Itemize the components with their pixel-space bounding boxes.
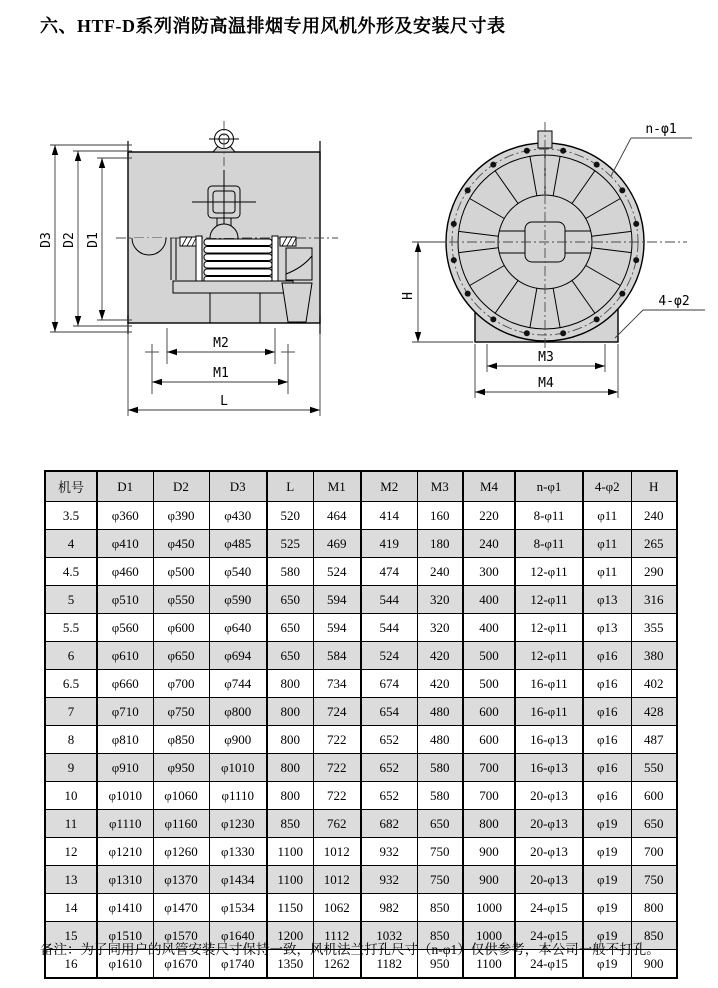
table-cell: φ16 [583, 782, 631, 810]
table-cell: 544 [361, 586, 417, 614]
table-cell: 320 [417, 614, 463, 642]
table-cell: 15 [45, 922, 97, 950]
table-cell: φ19 [583, 950, 631, 979]
table-cell: 850 [417, 894, 463, 922]
dim-label-m2: M2 [213, 336, 229, 351]
bolt-hole-dot [594, 162, 600, 168]
table-cell: 594 [313, 614, 361, 642]
table-cell: 12-φ11 [515, 642, 583, 670]
table-cell: 180 [417, 530, 463, 558]
table-cell: 800 [267, 670, 313, 698]
bolt-hole-dot [633, 221, 639, 227]
table-cell: φ19 [583, 838, 631, 866]
table-cell: φ16 [583, 670, 631, 698]
base-hole-callout [615, 294, 705, 338]
dim-label-d1: D1 [86, 232, 101, 248]
table-cell: 380 [631, 642, 677, 670]
table-cell: 550 [631, 754, 677, 782]
dim-label-m3: M3 [538, 350, 554, 365]
column-header: D1 [97, 471, 153, 502]
table-cell: 5 [45, 586, 97, 614]
table-cell: 13 [45, 866, 97, 894]
table-cell: φ13 [583, 614, 631, 642]
table-cell: φ850 [153, 726, 209, 754]
table-cell: φ800 [209, 698, 267, 726]
table-cell: 300 [463, 558, 515, 586]
table-cell: 24-φ15 [515, 922, 583, 950]
table-cell: 265 [631, 530, 677, 558]
table-cell: 800 [463, 810, 515, 838]
table-cell: 1100 [267, 838, 313, 866]
table-cell: 220 [463, 502, 515, 530]
table-cell: 932 [361, 866, 417, 894]
table-cell: 420 [417, 642, 463, 670]
table-cell: φ13 [583, 586, 631, 614]
table-cell: 400 [463, 614, 515, 642]
column-header: D3 [209, 471, 267, 502]
table-cell: 400 [463, 586, 515, 614]
table-cell: 402 [631, 670, 677, 698]
bolt-hole-dot [524, 330, 530, 336]
table-cell: 469 [313, 530, 361, 558]
bolt-hole-dot [465, 187, 471, 193]
table-cell: 722 [313, 726, 361, 754]
table-cell: 900 [463, 838, 515, 866]
table-cell: 24-φ15 [515, 950, 583, 979]
table-cell: 12-φ11 [515, 558, 583, 586]
table-cell: φ410 [97, 530, 153, 558]
table-cell: 20-φ13 [515, 838, 583, 866]
table-cell: 520 [267, 502, 313, 530]
table-cell: 1112 [313, 922, 361, 950]
table-cell: 722 [313, 782, 361, 810]
column-header: M4 [463, 471, 515, 502]
table-cell: 1262 [313, 950, 361, 979]
table-cell: 584 [313, 642, 361, 670]
table-cell: 750 [417, 838, 463, 866]
table-cell: φ1110 [209, 782, 267, 810]
table-cell: 8-φ11 [515, 530, 583, 558]
table-cell: 487 [631, 726, 677, 754]
table-cell: φ694 [209, 642, 267, 670]
table-cell: φ19 [583, 810, 631, 838]
bolt-hole-dot [619, 291, 625, 297]
table-cell: φ11 [583, 530, 631, 558]
table-cell: φ1740 [209, 950, 267, 979]
table-cell: 3.5 [45, 502, 97, 530]
table-cell: 5.5 [45, 614, 97, 642]
table-cell: φ16 [583, 754, 631, 782]
table-cell: 1012 [313, 866, 361, 894]
table-cell: 355 [631, 614, 677, 642]
table-row [45, 894, 677, 922]
table-cell: φ500 [153, 558, 209, 586]
table-cell: 16-φ11 [515, 698, 583, 726]
table-cell: 428 [631, 698, 677, 726]
mount-hatch-left [180, 237, 196, 246]
side-view-diagram [30, 108, 370, 428]
table-cell: 16-φ11 [515, 670, 583, 698]
table-cell: φ900 [209, 726, 267, 754]
table-cell: φ1510 [97, 922, 153, 950]
table-row [45, 530, 677, 558]
table-cell: 654 [361, 698, 417, 726]
table-cell: 800 [267, 726, 313, 754]
table-cell: 6 [45, 642, 97, 670]
table-cell: 9 [45, 754, 97, 782]
dim-label-m1: M1 [213, 366, 229, 381]
table-body [45, 502, 677, 979]
table-cell: φ660 [97, 670, 153, 698]
table-cell: φ16 [583, 726, 631, 754]
table-cell: φ610 [97, 642, 153, 670]
table-cell: 1200 [267, 922, 313, 950]
table-cell: φ1610 [97, 950, 153, 979]
bolt-hole-dot [594, 316, 600, 322]
bolt-hole-dot [451, 221, 457, 227]
table-cell: φ1570 [153, 922, 209, 950]
footnote: 备注：为了同用户的风管安装尺寸保持一致，风机法兰打孔尺寸（n-φ1）仅供参考，本公司一般不打孔。 [40, 942, 660, 957]
table-cell: 800 [267, 698, 313, 726]
table-cell: 20-φ13 [515, 866, 583, 894]
table-cell: φ485 [209, 530, 267, 558]
table-cell: 734 [313, 670, 361, 698]
table-cell: φ560 [97, 614, 153, 642]
table-cell: 1000 [463, 894, 515, 922]
bolt-hole-dot [560, 148, 566, 154]
table-cell: φ1470 [153, 894, 209, 922]
table-cell: φ450 [153, 530, 209, 558]
table-cell: 4.5 [45, 558, 97, 586]
table-cell: 20-φ13 [515, 782, 583, 810]
table-cell: 480 [417, 726, 463, 754]
table-cell: φ1260 [153, 838, 209, 866]
column-header: M3 [417, 471, 463, 502]
table-cell: 500 [463, 670, 515, 698]
table-cell: 525 [267, 530, 313, 558]
table-cell: 800 [631, 894, 677, 922]
table-cell: 1062 [313, 894, 361, 922]
table-row [45, 866, 677, 894]
table-cell: φ810 [97, 726, 153, 754]
table-row [45, 754, 677, 782]
dim-label-l: L [220, 394, 228, 409]
table-cell: φ510 [97, 586, 153, 614]
table-cell: 600 [631, 782, 677, 810]
table-cell: φ19 [583, 866, 631, 894]
table-cell: 722 [313, 754, 361, 782]
table-cell: φ16 [583, 698, 631, 726]
bolt-callout [611, 122, 692, 176]
table-cell: φ950 [153, 754, 209, 782]
table-cell: 652 [361, 726, 417, 754]
table-cell: 16 [45, 950, 97, 979]
table-cell: φ460 [97, 558, 153, 586]
table-cell: 850 [267, 810, 313, 838]
table-cell: φ16 [583, 642, 631, 670]
table-cell: 900 [463, 866, 515, 894]
table-cell: 474 [361, 558, 417, 586]
column-header: H [631, 471, 677, 502]
table-cell: 320 [417, 586, 463, 614]
table-cell: φ700 [153, 670, 209, 698]
table-cell: 762 [313, 810, 361, 838]
table-cell: 240 [463, 530, 515, 558]
table-cell: φ1010 [97, 782, 153, 810]
table-cell: 700 [631, 838, 677, 866]
table-cell: φ19 [583, 922, 631, 950]
table-cell: 724 [313, 698, 361, 726]
table-cell: 414 [361, 502, 417, 530]
table-row [45, 810, 677, 838]
bolt-hole-dot [490, 316, 496, 322]
table-cell: 674 [361, 670, 417, 698]
table-cell: φ1060 [153, 782, 209, 810]
table-cell: 8 [45, 726, 97, 754]
table-cell: φ1010 [209, 754, 267, 782]
bolt-hole-dot [560, 330, 566, 336]
table-cell: 10 [45, 782, 97, 810]
table-cell: φ1160 [153, 810, 209, 838]
table-row [45, 698, 677, 726]
base-dimensions [475, 344, 618, 398]
table-cell: 16-φ13 [515, 754, 583, 782]
table-cell: φ750 [153, 698, 209, 726]
column-header: D2 [153, 471, 209, 502]
table-row [45, 558, 677, 586]
column-header: M2 [361, 471, 417, 502]
table-cell: 524 [313, 558, 361, 586]
table-cell: φ430 [209, 502, 267, 530]
table-cell: 900 [631, 950, 677, 979]
table-cell: 750 [631, 866, 677, 894]
table-cell: 14 [45, 894, 97, 922]
table-cell: φ11 [583, 502, 631, 530]
table-cell: 12-φ11 [515, 614, 583, 642]
table-cell: 1182 [361, 950, 417, 979]
table-cell: 4 [45, 530, 97, 558]
table-cell: 850 [631, 922, 677, 950]
column-header: 机号 [45, 471, 97, 502]
table-cell: 650 [631, 810, 677, 838]
table-cell: φ910 [97, 754, 153, 782]
table-cell: 982 [361, 894, 417, 922]
table-row [45, 502, 677, 530]
table-cell: φ640 [209, 614, 267, 642]
table-cell: 580 [417, 754, 463, 782]
table-cell: 700 [463, 782, 515, 810]
table-cell: φ650 [153, 642, 209, 670]
dimension-table [44, 470, 678, 979]
bolt-hole-dot [451, 257, 457, 263]
table-cell: 600 [463, 698, 515, 726]
table-cell: 850 [417, 922, 463, 950]
table-cell: 240 [631, 502, 677, 530]
page-title: 六、HTF-D系列消防高温排烟专用风机外形及安装尺寸表 [40, 16, 506, 36]
bolt-hole-dot [490, 162, 496, 168]
column-header: M1 [313, 471, 361, 502]
table-cell: φ1230 [209, 810, 267, 838]
table-cell: 750 [417, 866, 463, 894]
table-cell: φ710 [97, 698, 153, 726]
table-row [45, 586, 677, 614]
table-cell: 1012 [313, 838, 361, 866]
column-header: n-φ1 [515, 471, 583, 502]
table-cell: 24-φ15 [515, 894, 583, 922]
table-cell: 650 [417, 810, 463, 838]
table-cell: φ1434 [209, 866, 267, 894]
table-cell: 240 [417, 558, 463, 586]
table-cell: 290 [631, 558, 677, 586]
table-cell: 12 [45, 838, 97, 866]
table-cell: 1150 [267, 894, 313, 922]
table-header-row [45, 471, 677, 502]
table-cell: φ1110 [97, 810, 153, 838]
table-cell: 6.5 [45, 670, 97, 698]
dim-label-h: H [401, 292, 416, 300]
table-cell: 950 [417, 950, 463, 979]
column-header: 4-φ2 [583, 471, 631, 502]
bolt-hole-dot [619, 187, 625, 193]
table-cell: 932 [361, 838, 417, 866]
table-cell: 600 [463, 726, 515, 754]
table-cell: 1000 [463, 922, 515, 950]
callout-label-4-phi2: 4-φ2 [658, 294, 690, 309]
table-row [45, 838, 677, 866]
front-view-diagram [385, 108, 718, 420]
diameter-dimensions [39, 145, 132, 332]
table-cell: 800 [267, 754, 313, 782]
dim-label-d2: D2 [62, 232, 77, 248]
table-cell: 650 [267, 642, 313, 670]
table-cell: 700 [463, 754, 515, 782]
table-cell: φ1670 [153, 950, 209, 979]
table-cell: 682 [361, 810, 417, 838]
table-cell: 650 [267, 614, 313, 642]
table-cell: 7 [45, 698, 97, 726]
table-cell: φ1370 [153, 866, 209, 894]
bolt-hole-dot [524, 148, 530, 154]
table-cell: φ540 [209, 558, 267, 586]
table-cell: φ11 [583, 558, 631, 586]
table-cell: 594 [313, 586, 361, 614]
table-cell: φ19 [583, 894, 631, 922]
table-cell: 16-φ13 [515, 726, 583, 754]
table-cell: 420 [417, 670, 463, 698]
table-cell: 500 [463, 642, 515, 670]
column-header: L [267, 471, 313, 502]
table-row [45, 670, 677, 698]
table-cell: φ1640 [209, 922, 267, 950]
table-cell: 1100 [463, 950, 515, 979]
table-cell: φ1410 [97, 894, 153, 922]
table-cell: 419 [361, 530, 417, 558]
table-cell: 1100 [267, 866, 313, 894]
table-cell: 800 [267, 782, 313, 810]
mount-hatch-right [280, 237, 296, 246]
table-cell: 652 [361, 754, 417, 782]
table-cell: 580 [267, 558, 313, 586]
table-cell: φ1210 [97, 838, 153, 866]
table-cell: 160 [417, 502, 463, 530]
table-cell: 20-φ13 [515, 810, 583, 838]
table-cell: 580 [417, 782, 463, 810]
table-row [45, 642, 677, 670]
table-cell: φ744 [209, 670, 267, 698]
table-cell: 1032 [361, 922, 417, 950]
table-cell: φ1534 [209, 894, 267, 922]
table-cell: 480 [417, 698, 463, 726]
table-cell: 650 [267, 586, 313, 614]
table-cell: φ1310 [97, 866, 153, 894]
dim-label-d3: D3 [39, 232, 54, 248]
table-row [45, 614, 677, 642]
table-cell: 316 [631, 586, 677, 614]
table-cell: 524 [361, 642, 417, 670]
table-row [45, 782, 677, 810]
table-cell: 652 [361, 782, 417, 810]
table-cell: 464 [313, 502, 361, 530]
table-cell: φ550 [153, 586, 209, 614]
table-cell: 544 [361, 614, 417, 642]
table-cell: φ600 [153, 614, 209, 642]
table-cell: 8-φ11 [515, 502, 583, 530]
table-cell: φ1330 [209, 838, 267, 866]
length-dimensions [128, 328, 320, 416]
table-cell: 11 [45, 810, 97, 838]
table-cell: φ390 [153, 502, 209, 530]
dim-label-m4: M4 [538, 376, 554, 391]
table-cell: 1350 [267, 950, 313, 979]
table-cell: 12-φ11 [515, 586, 583, 614]
table-row [45, 726, 677, 754]
bolt-hole-dot [465, 291, 471, 297]
bolt-hole-dot [633, 257, 639, 263]
table-cell: φ590 [209, 586, 267, 614]
table-cell: φ360 [97, 502, 153, 530]
callout-label-n-phi1: n-φ1 [645, 122, 677, 137]
